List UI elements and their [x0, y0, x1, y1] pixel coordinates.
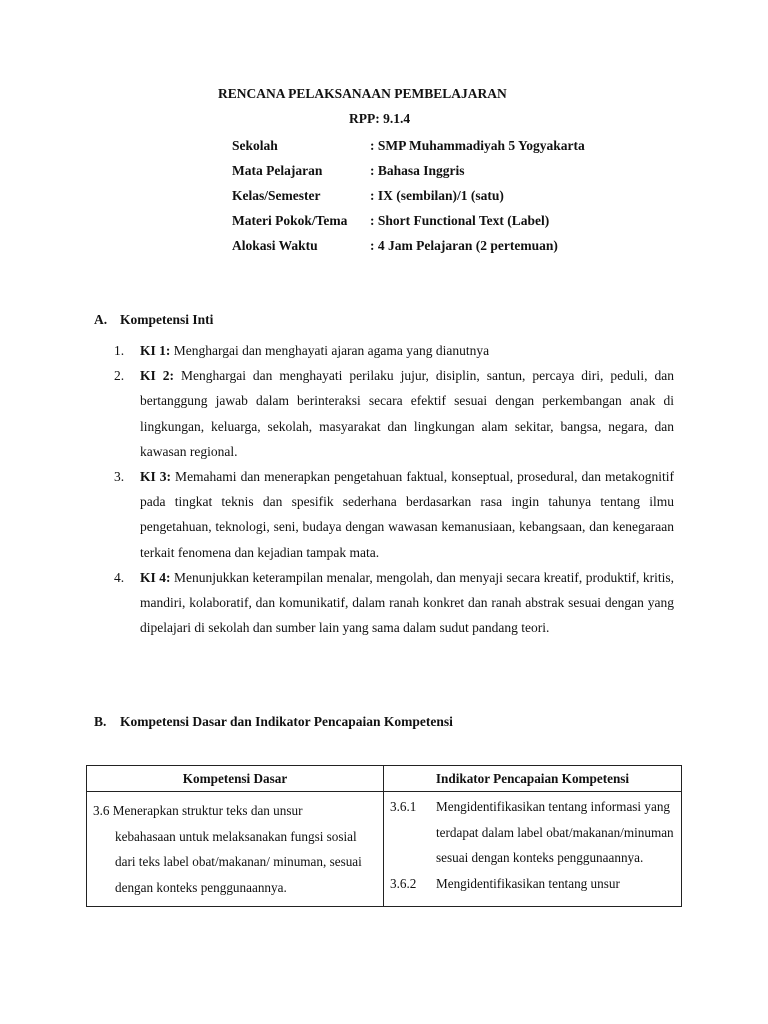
identity-value: : Short Functional Text (Label)	[370, 213, 550, 228]
list-item	[112, 363, 674, 464]
ki-label: KI 4:	[140, 569, 171, 585]
section-a-label: A.	[94, 312, 108, 327]
identity-block	[232, 136, 585, 261]
identity-key: Kelas/Semester	[232, 188, 321, 203]
indicator-code: 3.6.1	[390, 799, 417, 814]
list-item	[112, 338, 674, 363]
ki-text: Menunjukkan keterampilan menalar, mengolah, dan menyaji secara kreatif, produktif, kritis, mandiri, kolaboratif, dan komunikatif, dalam ranah konkret dan ranah abstrak sesuai dengan yang dipelajari di sekolah dan sumber lain yang sama dalam sudut pandang teori.	[140, 569, 674, 636]
section-a-heading	[94, 312, 213, 328]
identity-row	[232, 136, 585, 161]
kompetensi-table	[86, 765, 682, 907]
section-b-heading	[94, 714, 453, 730]
table-header-row	[87, 766, 682, 792]
ki-text: Menghargai dan menghayati perilaku jujur, disiplin, santun, percaya diri, peduli, dan bertanggung jawab dalam berinteraksi secara efektif sesuai dengan perkembangan anak di lingkungan, keluarga, sekolah, masyarakat dan lingkungan alam sekitar, bangsa, negara, dan kawasan regional.	[140, 368, 674, 459]
indicator-code: 3.6.2	[390, 875, 417, 891]
table-row	[87, 792, 682, 907]
ki-label: KI 2:	[140, 368, 174, 384]
identity-value: : 4 Jam Pelajaran (2 pertemuan)	[370, 238, 558, 253]
kompetensi-inti-list	[112, 338, 674, 640]
identity-key: Materi Pokok/Tema	[232, 213, 348, 228]
identity-row	[232, 236, 585, 261]
indicator-item	[390, 794, 677, 871]
table-header-kd: Kompetensi Dasar	[87, 766, 384, 792]
identity-key: Sekolah	[232, 138, 278, 153]
indicator-item	[390, 871, 677, 897]
indicator-text: Mengidentifikasikan tentang unsur	[436, 875, 620, 891]
ki-label: KI 3:	[140, 469, 172, 485]
identity-value: : SMP Muhammadiyah 5 Yogyakarta	[370, 138, 585, 153]
ki-label: KI 1:	[140, 343, 171, 358]
identity-key: Alokasi Waktu	[232, 238, 318, 253]
rpp-number: RPP: 9.1.4	[349, 111, 411, 126]
identity-row	[232, 186, 585, 211]
identity-key: Mata Pelajaran	[232, 163, 323, 178]
indicator-cell	[384, 792, 682, 907]
section-b-title: Kompetensi Dasar dan Indikator Pencapaian Kompetensi	[120, 714, 453, 729]
ki-text: Menghargai dan menghayati ajaran agama yang dianutnya	[170, 343, 490, 358]
indicator-text: Mengidentifikasikan tentang informasi yang terdapat dalam label obat/makanan/minuman sesuai dengan konteks penggunaannya.	[436, 799, 674, 866]
table-header-indikator: Indikator Pencapaian Kompetensi	[384, 766, 682, 792]
section-a-title: Kompetensi Inti	[120, 312, 214, 327]
section-b-label: B.	[94, 714, 107, 729]
list-number: 3.	[114, 469, 125, 485]
list-number: 2.	[114, 368, 125, 384]
list-number: 4.	[114, 569, 125, 585]
list-item	[112, 464, 674, 565]
kd-rest-text: kebahasaan untuk melaksanakan fungsi sosial dari teks label obat/makanan/ minuman, sesuai dengan konteks penggunaannya.	[115, 828, 362, 895]
identity-row	[232, 211, 585, 236]
list-item	[112, 565, 674, 641]
identity-value: : Bahasa Inggris	[370, 163, 465, 178]
kd-cell	[87, 792, 384, 907]
identity-row	[232, 161, 585, 186]
identity-value: : IX (sembilan)/1 (satu)	[370, 188, 504, 203]
list-number: 1.	[114, 343, 125, 358]
ki-text: Memahami dan menerapkan pengetahuan faktual, konseptual, prosedural, dan metakognitif pada tingkat teknis dan spesifik sederhana berdasarkan rasa ingin tahunya tentang ilmu pengetahuan, teknologi, seni, budaya dengan wawasan kemanusiaan, kebangsaan, dan kenegaraan terkait fenomena dan kejadian tampak mata.	[140, 469, 674, 560]
document-title: RENCANA PELAKSANAAN PEMBELAJARAN	[218, 86, 507, 101]
kd-first-line: 3.6 Menerapkan struktur teks dan unsur	[93, 803, 303, 818]
